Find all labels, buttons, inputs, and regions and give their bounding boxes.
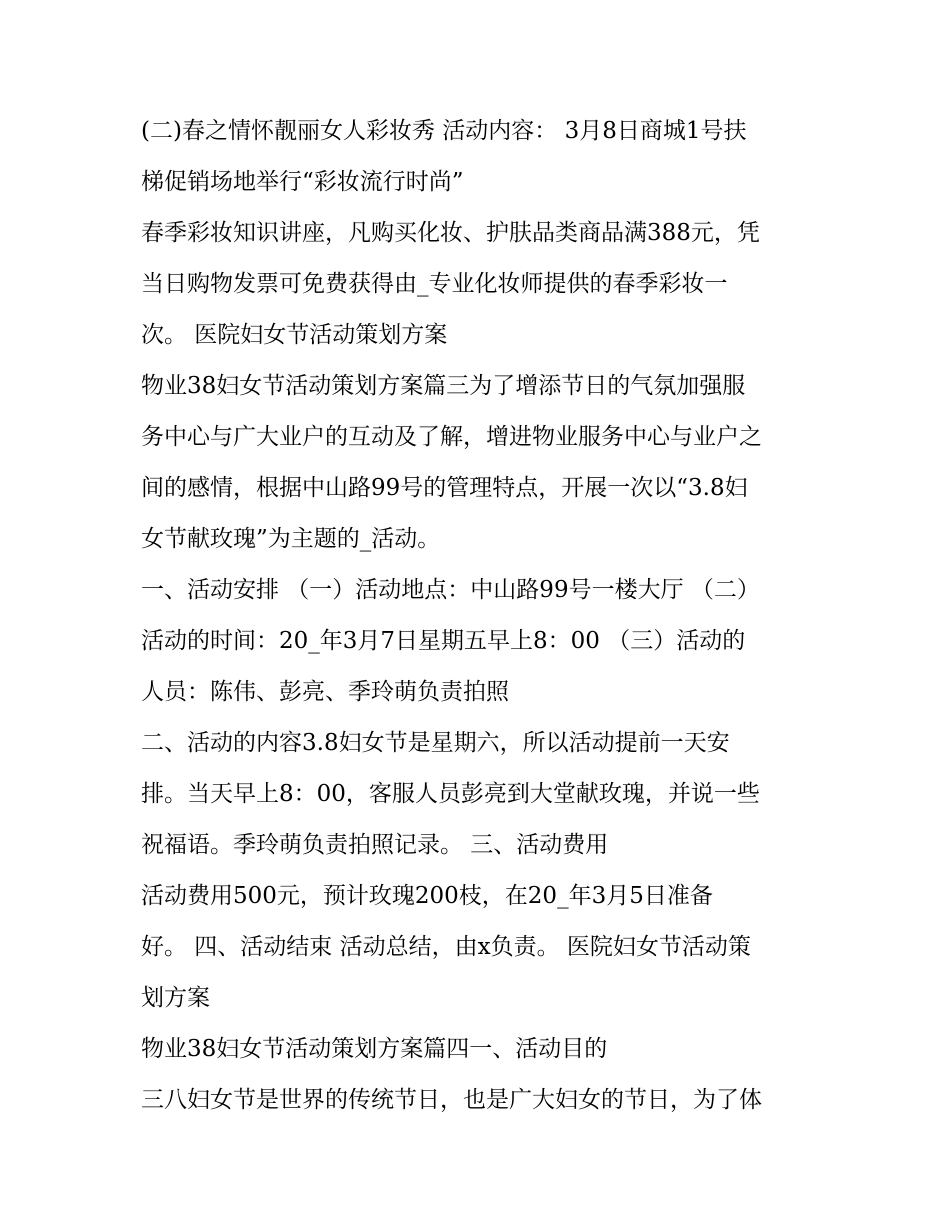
- body-text: [141, 106, 821, 1126]
- text-line: 间的感情，根据中山路99号的管理特点，开展一次以“3.8妇: [141, 475, 748, 501]
- text-line: 划方案: [141, 985, 210, 1011]
- text-line: 活动费用500元，预计玫瑰200枝，在20_年3月5日准备: [141, 883, 713, 909]
- text-line: 物业38妇女节活动策划方案篇四一、活动目的: [141, 1036, 608, 1062]
- text-line: 春季彩妆知识讲座，凡购买化妆、护肤品类商品满388元，凭: [141, 220, 760, 246]
- text-line: 好。 四、活动结束 活动总结，由x负责。 医院妇女节活动策: [141, 934, 751, 960]
- text-line: 务中心与广大业户的互动及了解，增进物业服务中心与业户之: [141, 424, 762, 450]
- text-line: 三八妇女节是世界的传统节日，也是广大妇女的节日，为了体: [141, 1087, 762, 1113]
- text-line: (二)春之情怀靓丽女人彩妆秀 活动内容： 3月8日商城1号扶: [141, 118, 747, 144]
- text-line: 排。当天早上8：00，客服人员彭亮到大堂献玫瑰，并说一些: [141, 781, 760, 807]
- text-line: 人员：陈伟、彭亮、季玲萌负责拍照: [141, 679, 509, 705]
- text-line: 梯促销场地举行“彩妆流行时尚”: [141, 169, 464, 195]
- text-line: 祝福语。季玲萌负责拍照记录。 三、活动费用: [141, 832, 609, 858]
- text-line: 二、活动的内容3.8妇女节是星期六，所以活动提前一天安: [141, 730, 730, 756]
- text-line: 次。 医院妇女节活动策划方案: [141, 322, 448, 348]
- text-line: 活动的时间：20_年3月7日星期五早上8：00 （三）活动的: [141, 628, 746, 654]
- text-line: 女节献玫瑰”为主题的_活动。: [141, 526, 441, 552]
- text-line: 一、活动安排 （一）活动地点：中山路99号一楼大厅 （二）: [141, 577, 760, 603]
- text-line: 物业38妇女节活动策划方案篇三为了增添节日的气氛加强服: [141, 373, 746, 399]
- text-line: 当日购物发票可免费获得由_专业化妆师提供的春季彩妆一: [141, 271, 728, 297]
